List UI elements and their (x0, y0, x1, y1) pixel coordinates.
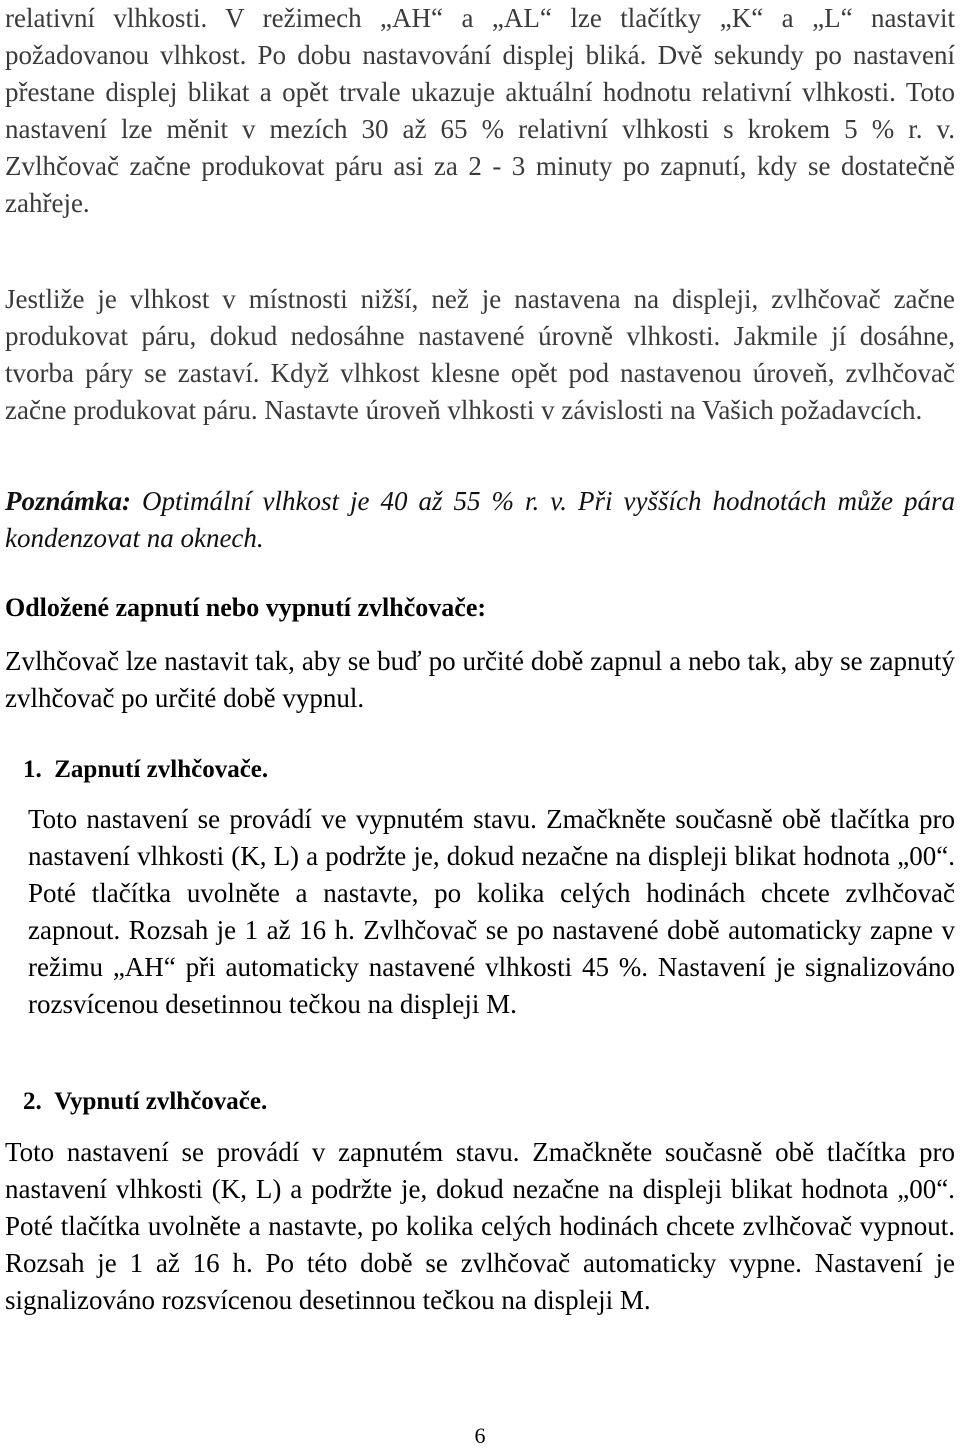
page-number: 6 (474, 1423, 486, 1448)
note-paragraph (5, 483, 955, 557)
section-intro: Zvlhčovač lze nastavit tak, aby se buď po určité době zapnul a nebo tak, aby se zapnutý zvlhčovač po určité době vypnul. (5, 646, 955, 713)
step-1-heading: 1. Zapnutí zvlhčovače. (23, 756, 269, 783)
step-1-text: Toto nastavení se provádí ve vypnutém stavu. Zmačkněte současně obě tlačítka pro nastavení vlhkosti (K, L) a podržte je, dokud nezačne na displeji blikat hodnota „00“. Poté tlačítka uvolněte a nastavte, po kolika celých hodinách chcete zvlhčovač zapnout. Rozsah je 1 až 16 h. Zvlhčovač se po nastavené době automaticky zapne v režimu „AH“ při automaticky nastavené vlhkosti 45 %. Nastavení je signalizováno rozsvícenou desetinnou tečkou na displeji M. (28, 804, 955, 1019)
note-text: Optimální vlhkost je 40 až 55 % r. v. Při vyšších hodnotách může pára kondenzovat na oknech. (5, 486, 955, 553)
paragraph-humidity-regulation: Jestliže je vlhkost v místnosti nižší, než je nastavena na displeji, zvlhčovač začne produkovat páru, dokud nedosáhne nastavené úrovně vlhkosti. Jakmile jí dosáhne, tvorba páry se zastaví. Když vlhkost klesne opět pod nastavenou úroveň, zvlhčovač začne produkovat páru. Nastavte úroveň vlhkosti v závislosti na Vašich požadavcích. (5, 284, 955, 425)
step-2-heading: 2. Vypnutí zvlhčovače. (23, 1088, 268, 1115)
paragraph-humidity-setting: relativní vlhkosti. V režimech „AH“ a „AL“ lze tlačítky „K“ a „L“ nastavit požadovanou vlhkost. Po dobu nastavování displej bliká. Dvě sekundy po nastavení přestane displej blikat a opět trvale ukazuje aktuální hodnotu relativní vlhkosti. Toto nastavení lze měnit v mezích 30 až 65 % relativní vlhkosti s krokem 5 % r. v. Zvlhčovač začne produkovat páru asi za 2 - 3 minuty po zapnutí, kdy se dostatečně zahřeje. (5, 3, 955, 218)
section-title: Odložené zapnutí nebo vypnutí zvlhčovače: (5, 593, 487, 622)
note-label: Poznámka: (5, 486, 132, 516)
step-2-text: Toto nastavení se provádí v zapnutém stavu. Zmačkněte současně obě tlačítka pro nastavení vlhkosti (K, L) a podržte je, dokud nezačne na displeji blikat hodnota „00“. Poté tlačítka uvolněte a nastavte, po kolika celých hodinách chcete zvlhčovač vypnout. Rozsah je 1 až 16 h. Po této době se zvlhčovač automaticky vypne. Nastavení je signalizováno rozsvícenou desetinnou tečkou na displeji M. (5, 1137, 955, 1315)
